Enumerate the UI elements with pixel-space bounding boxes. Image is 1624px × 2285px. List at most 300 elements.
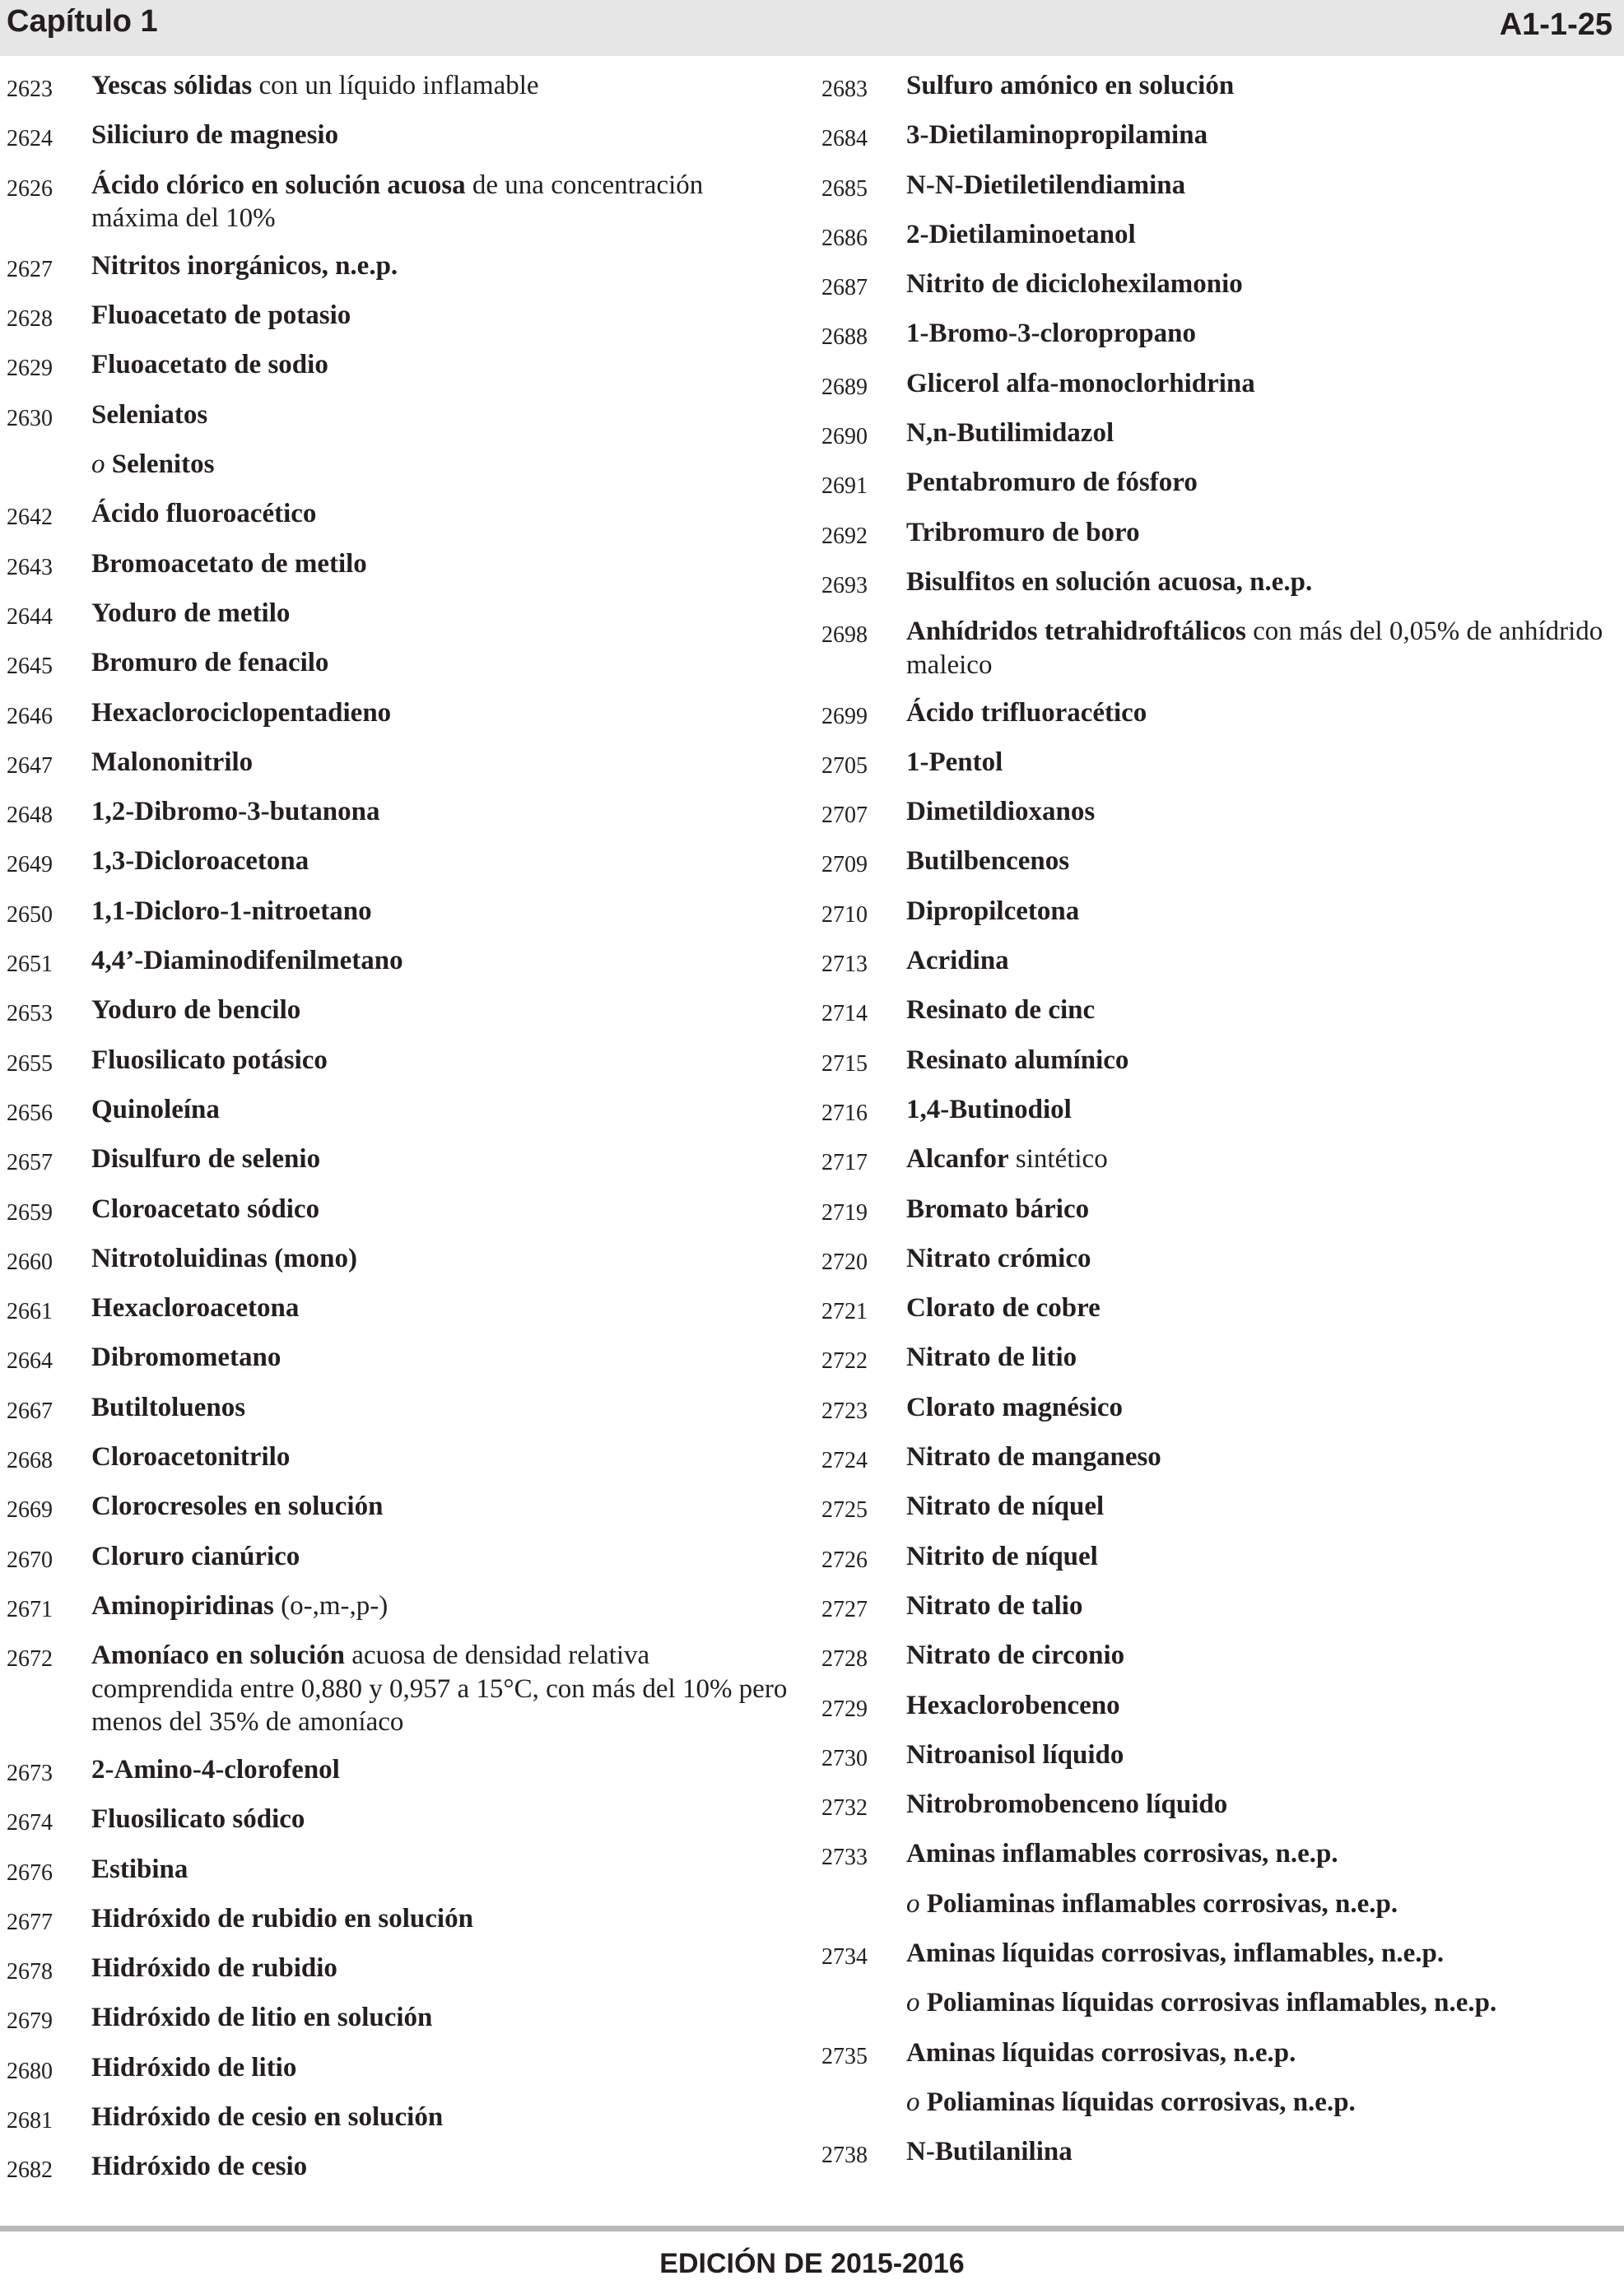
un-number: 2669 (7, 1497, 53, 1524)
list-item (7, 299, 797, 334)
un-number: 2738 (821, 2143, 868, 2169)
substance-name: Bromoacetato de metilo (91, 548, 367, 579)
un-number: 2719 (821, 1199, 868, 1226)
entry-text (91, 71, 539, 100)
un-number: 2643 (7, 554, 53, 580)
substance-name: Ácido fluoroacético (91, 499, 317, 529)
un-number: 2646 (7, 703, 53, 729)
list-item (7, 1193, 797, 1228)
entry-text (906, 747, 1003, 777)
entry-text (91, 2053, 296, 2083)
list-item (821, 895, 1612, 930)
un-number: 2628 (7, 306, 53, 333)
list-item (821, 1837, 1612, 1873)
un-number: 2720 (821, 1249, 868, 1275)
entry-text (906, 995, 1095, 1025)
un-number: 2684 (821, 126, 868, 152)
entry-text (906, 2038, 1296, 2068)
entry-text (91, 2003, 432, 2032)
substance-name: 1,4-Butinodiol (906, 1094, 1072, 1124)
entry-text (906, 1393, 1123, 1422)
list-item (821, 1242, 1612, 1277)
list-item (821, 1937, 1612, 1972)
un-number: 2677 (7, 1909, 53, 1935)
substance-name: Anhídridos tetrahidroftálicos (906, 617, 1246, 647)
substance-name: Fluoacetato de sodio (91, 350, 328, 380)
alternative-marker: o (906, 1888, 920, 1919)
un-number: 2722 (821, 1348, 868, 1375)
list-item (7, 1093, 797, 1129)
list-item (821, 1391, 1612, 1426)
un-number: 2650 (7, 901, 53, 928)
un-number: 2733 (821, 1845, 868, 1871)
list-item (821, 218, 1612, 254)
un-number: 2710 (821, 901, 868, 928)
entry-text (91, 170, 703, 234)
list-item (821, 1193, 1612, 1228)
list-item (7, 119, 797, 154)
substance-name: Seleniatos (91, 399, 208, 430)
list-item (7, 895, 797, 930)
substance-name: Aminas líquidas corrosivas, inflamables, n.e.p. (906, 1938, 1445, 1968)
entry-text (91, 797, 380, 826)
substance-name: 1-Pentol (906, 747, 1003, 777)
un-number: 2664 (7, 1348, 53, 1375)
un-number: 2659 (7, 1199, 53, 1226)
un-number: 2730 (821, 1745, 868, 1771)
un-number: 2698 (821, 622, 868, 649)
un-number: 2660 (7, 1249, 53, 1275)
entry-text (91, 1755, 340, 1785)
alternative-marker: o (906, 2087, 920, 2117)
substance-name: Resinato de cinc (906, 995, 1096, 1026)
un-number: 2627 (7, 256, 53, 282)
entry-text (906, 1640, 1124, 1670)
un-number: 2642 (7, 505, 53, 531)
list-item (7, 1341, 797, 1376)
substance-name: Nitroanisol líquido (906, 1739, 1124, 1770)
list-item (821, 1738, 1612, 1774)
un-number: 2713 (821, 952, 868, 978)
substance-name: 1,1-Dicloro-1-nitroetano (91, 896, 372, 926)
substance-name: Aminas inflamables corrosivas, n.e.p. (906, 1839, 1338, 1869)
un-number: 2679 (7, 2008, 53, 2035)
substance-detail: con más del 0,05% de anhídrido maleico (906, 617, 1603, 680)
un-number: 2649 (7, 852, 53, 878)
list-item (7, 1242, 797, 1277)
substance-name: Nitrito de níquel (906, 1541, 1098, 1571)
list-item (7, 2001, 797, 2036)
entry-text (906, 319, 1196, 348)
entry-text (91, 1244, 357, 1273)
substance-detail: sintético (1008, 1144, 1108, 1175)
un-number: 2653 (7, 1001, 53, 1027)
list-item (7, 1753, 797, 1789)
list-item (7, 795, 797, 831)
list-item (7, 1902, 797, 1938)
un-number: 2681 (7, 2108, 53, 2134)
substance-name: Nitrato de litio (906, 1343, 1077, 1373)
un-number: 2699 (821, 703, 868, 729)
un-number: 2655 (7, 1050, 53, 1077)
un-number: 2647 (7, 752, 53, 779)
entry-text (91, 896, 372, 926)
list-item (821, 1093, 1612, 1129)
list-item (821, 516, 1612, 551)
list-item (821, 2036, 1612, 2072)
substance-name: Cloroacetonitrilo (91, 1442, 291, 1473)
substance-name: Nitrito de diciclohexilamonio (906, 269, 1243, 300)
list-item (821, 1689, 1612, 1724)
list-item-alternative (821, 1887, 1612, 1923)
entry-text (906, 71, 1234, 100)
entry-text (91, 1293, 299, 1323)
list-item (7, 547, 797, 583)
substance-name: Cloruro cianúrico (91, 1541, 300, 1571)
substance-name: Bromuro de fenacilo (91, 648, 329, 678)
un-number: 2693 (821, 572, 868, 598)
list-item (7, 845, 797, 880)
substance-name: Glicerol alfa-monoclorhidrina (906, 368, 1255, 398)
un-number: 2674 (7, 1810, 53, 1836)
list-item (7, 2150, 797, 2185)
substance-name: Butiltoluenos (91, 1392, 246, 1422)
substance-name: Amoníaco en solución (91, 1640, 346, 1671)
un-number: 2688 (821, 324, 868, 351)
entry-text (906, 1144, 1108, 1174)
entry-text (91, 499, 316, 528)
un-number: 2709 (821, 852, 868, 878)
un-number: 2729 (821, 1696, 868, 1722)
substance-name: Poliaminas inflamables corrosivas, n.e.p. (926, 1888, 1398, 1919)
list-item (7, 597, 797, 632)
substance-name: 2-Dietilaminoetanol (906, 219, 1136, 249)
list-item (821, 994, 1612, 1029)
entry-text (91, 350, 328, 379)
substance-name: 1,2-Dibromo-3-butanona (91, 797, 380, 827)
list-item (821, 119, 1612, 154)
substance-name: Fluosilicato potásico (91, 1045, 328, 1075)
entry-text (906, 1442, 1161, 1472)
un-number: 2715 (821, 1050, 868, 1077)
un-number: 2667 (7, 1398, 53, 1424)
list-item (7, 1853, 797, 1888)
alternative-marker: o (906, 1988, 920, 2018)
un-number: 2734 (821, 1943, 868, 1970)
chapter-title: Capítulo 1 (7, 4, 158, 39)
substance-name: Dimetildioxanos (906, 797, 1096, 827)
page-header (0, 0, 1624, 56)
entry-text (906, 1839, 1338, 1868)
substance-name: Pentabromuro de fósforo (906, 468, 1198, 498)
entry-text (906, 369, 1255, 398)
entry-text (91, 1953, 337, 1983)
substance-name: Poliaminas líquidas corrosivas, n.e.p. (926, 2087, 1356, 2117)
un-number: 2717 (821, 1150, 868, 1176)
substance-name: Tribromuro de boro (906, 517, 1140, 547)
un-number: 2644 (7, 603, 53, 630)
entry-text (906, 1988, 1496, 2017)
entry-text (906, 846, 1069, 876)
entry-text (91, 449, 214, 479)
substance-name: 2-Amino-4-clorofenol (91, 1755, 340, 1785)
un-number: 2623 (7, 77, 53, 102)
edition-footer: EDICIÓN DE 2015-2016 (659, 2248, 965, 2279)
list-item (7, 1291, 797, 1327)
substance-name: Nitritos inorgánicos, n.e.p. (91, 250, 398, 281)
un-number: 2685 (821, 175, 868, 202)
list-item (821, 1540, 1612, 1575)
substance-name: Bisulfitos en solución acuosa, n.e.p. (906, 566, 1313, 597)
list-item (7, 69, 797, 105)
list-item (7, 1044, 797, 1079)
list-item (7, 696, 797, 732)
un-number: 2726 (821, 1547, 868, 1573)
substance-detail: de una concentración máxima del 10% (91, 170, 704, 234)
substance-name: Poliaminas líquidas corrosivas inflamables, n.e.p. (926, 1988, 1497, 2018)
list-item (7, 1490, 797, 1525)
substance-name: 4,4’-Diaminodifenilmetano (91, 946, 403, 976)
substance-name: Dipropilcetona (906, 896, 1080, 926)
entry-text (906, 2137, 1073, 2166)
substance-name: Ácido clórico en solución acuosa (91, 170, 466, 200)
list-item (7, 169, 797, 235)
un-number: 2732 (821, 1795, 868, 1822)
substance-name: Nitrobromobenceno líquido (906, 1789, 1228, 1820)
entry-text (906, 1343, 1077, 1372)
right-column (821, 69, 1612, 2185)
list-item (821, 746, 1612, 781)
substance-name: Dibromometano (91, 1343, 282, 1373)
list-item (821, 317, 1612, 352)
entry-text (906, 269, 1243, 299)
entry-text (91, 1343, 281, 1372)
list-item (821, 268, 1612, 303)
list-item (821, 944, 1612, 980)
entry-text (906, 1293, 1101, 1323)
entry-text (91, 1442, 290, 1472)
entry-text (906, 1095, 1072, 1124)
un-number: 2705 (821, 752, 868, 779)
list-item (821, 1589, 1612, 1625)
list-item (821, 1291, 1612, 1327)
substance-name: Hidróxido de cesio en solución (91, 2102, 444, 2133)
list-item (821, 565, 1612, 601)
substance-name: Disulfuro de selenio (91, 1144, 321, 1175)
entry-text (91, 995, 300, 1025)
substance-name: Fluosilicato sódico (91, 1804, 305, 1835)
un-number: 2691 (821, 473, 868, 500)
substance-name: 1-Bromo-3-cloropropano (906, 319, 1196, 349)
entry-text (906, 617, 1603, 680)
substance-name: N,n-Butilimidazol (906, 418, 1114, 449)
un-number: 2626 (7, 175, 53, 202)
entry-text (906, 120, 1208, 150)
entry-text (91, 400, 207, 430)
entry-text (91, 1542, 300, 1571)
un-number: 2689 (821, 374, 868, 400)
un-number: 2648 (7, 803, 53, 829)
entry-text (906, 1542, 1098, 1571)
list-item (821, 1142, 1612, 1178)
list-item (7, 944, 797, 980)
substance-name: Alcanfor (906, 1144, 1009, 1175)
entry-text (906, 1789, 1227, 1819)
entries-columns (0, 69, 1624, 2209)
list-item (7, 1391, 797, 1426)
substance-name: Siliciuro de magnesio (91, 120, 339, 151)
list-item (7, 249, 797, 285)
list-item (7, 2051, 797, 2087)
entry-text (91, 946, 403, 975)
substance-name: Yoduro de metilo (91, 598, 291, 628)
un-number: 2657 (7, 1150, 53, 1176)
un-number: 2672 (7, 1646, 53, 1673)
substance-name: Hexacloroacetona (91, 1293, 300, 1324)
substance-name: Hexaclorociclopentadieno (91, 697, 392, 728)
substance-name: Nitrato de circonio (906, 1640, 1125, 1671)
list-item (7, 398, 797, 434)
footer-divider (0, 2226, 1624, 2231)
substance-name: Clorato de cobre (906, 1293, 1101, 1324)
entry-text (91, 698, 391, 728)
entry-text (906, 1740, 1124, 1770)
list-item (821, 466, 1612, 501)
un-number: 2728 (821, 1646, 868, 1673)
substance-name: Resinato alumínico (906, 1045, 1129, 1075)
list-item (821, 1788, 1612, 1823)
substance-name: Hexaclorobenceno (906, 1690, 1120, 1720)
entry-text (906, 170, 1185, 200)
un-number: 2661 (7, 1299, 53, 1325)
un-number: 2668 (7, 1448, 53, 1474)
substance-name: Nitrato de talio (906, 1590, 1083, 1621)
un-number: 2723 (821, 1398, 868, 1424)
substance-name: N-N-Dietiletilendiamina (906, 170, 1186, 200)
substance-name: Clorato magnésico (906, 1392, 1124, 1422)
entry-text (91, 598, 290, 628)
list-item (7, 1803, 797, 1838)
list-item (821, 417, 1612, 452)
substance-detail: con un líquido inflamable (252, 71, 539, 100)
un-number: 2670 (7, 1547, 53, 1573)
list-item (821, 1490, 1612, 1525)
un-number: 2716 (821, 1100, 868, 1126)
entry-text (91, 1640, 787, 1737)
entry-text (91, 1804, 305, 1834)
list-item (821, 696, 1612, 732)
list-item (821, 1639, 1612, 1674)
entry-text (906, 1691, 1120, 1720)
un-number: 2714 (821, 1001, 868, 1027)
un-number: 2678 (7, 1959, 53, 1985)
substance-name: Butilbencenos (906, 846, 1070, 877)
substance-name: Nitrato de níquel (906, 1492, 1105, 1522)
entry-text (906, 1492, 1104, 1521)
substance-name: Hidróxido de litio (91, 2052, 297, 2083)
entry-text (91, 1045, 328, 1075)
list-item (7, 646, 797, 682)
un-number: 2707 (821, 803, 868, 829)
substance-name: 3-Dietilaminopropilamina (906, 120, 1208, 151)
substance-name: Hidróxido de litio en solución (91, 2003, 433, 2033)
un-number: 2686 (821, 225, 868, 251)
substance-name: Sulfuro amónico en solución (906, 71, 1235, 100)
substance-name: Ácido trifluoracético (906, 697, 1147, 728)
list-item (821, 795, 1612, 831)
list-item (7, 2101, 797, 2136)
entry-text (906, 797, 1095, 826)
un-number: 2630 (7, 405, 53, 431)
un-number: 2682 (7, 2157, 53, 2184)
entry-text (91, 648, 328, 677)
list-item (821, 1440, 1612, 1476)
entry-text (906, 1244, 1091, 1273)
un-number: 2671 (7, 1596, 53, 1622)
entry-text (91, 1855, 188, 1884)
substance-detail: acuosa de densidad relativa comprendida entre 0,880 y 0,957 a 15°C, con más del 10% pero menos del 35% de amoníaco (91, 1640, 788, 1738)
entry-text (906, 1194, 1089, 1224)
un-number: 2676 (7, 1859, 53, 1886)
entry-text (906, 468, 1198, 497)
substance-name: Clorocresoles en solución (91, 1492, 384, 1522)
entry-text (91, 300, 351, 330)
entry-text (91, 846, 309, 876)
un-number: 2645 (7, 654, 53, 680)
un-number: 2727 (821, 1596, 868, 1622)
entry-text (91, 2102, 443, 2132)
substance-name: Nitrotoluidinas (mono) (91, 1243, 358, 1273)
entry-text (906, 220, 1136, 249)
un-number: 2725 (821, 1497, 868, 1524)
un-number: 2680 (7, 2058, 53, 2084)
un-number: 2651 (7, 952, 53, 978)
entry-text (91, 120, 338, 150)
entry-text (906, 567, 1312, 597)
list-item (7, 1142, 797, 1178)
list-item (7, 1540, 797, 1575)
un-number: 2683 (821, 77, 868, 102)
substance-name: Yoduro de bencilo (91, 995, 301, 1026)
un-number: 2735 (821, 2043, 868, 2069)
un-number: 2624 (7, 126, 53, 152)
list-item (7, 497, 797, 533)
un-number: 2692 (821, 523, 868, 549)
list-item (821, 1341, 1612, 1376)
entry-text (91, 2152, 307, 2181)
list-item-alternative (821, 1986, 1612, 2022)
list-item (7, 1440, 797, 1476)
page-reference: A1-1-25 (1499, 7, 1612, 42)
list-item-alternative (821, 2086, 1612, 2121)
entry-text (906, 2087, 1356, 2117)
entry-text (906, 1045, 1128, 1075)
substance-name: Bromato bárico (906, 1194, 1090, 1224)
entry-text (906, 1938, 1444, 1968)
entry-text (906, 418, 1114, 448)
entry-text (906, 1889, 1398, 1919)
entry-text (906, 1591, 1082, 1621)
entry-text (91, 1144, 320, 1174)
entry-text (906, 698, 1147, 728)
entry-text (91, 1393, 245, 1422)
list-item (7, 994, 797, 1029)
substance-name: 1,3-Dicloroacetona (91, 846, 309, 877)
list-item (821, 615, 1612, 682)
entry-text (906, 946, 1009, 975)
entry-text (91, 1492, 383, 1521)
substance-name: Estibina (91, 1854, 188, 1884)
